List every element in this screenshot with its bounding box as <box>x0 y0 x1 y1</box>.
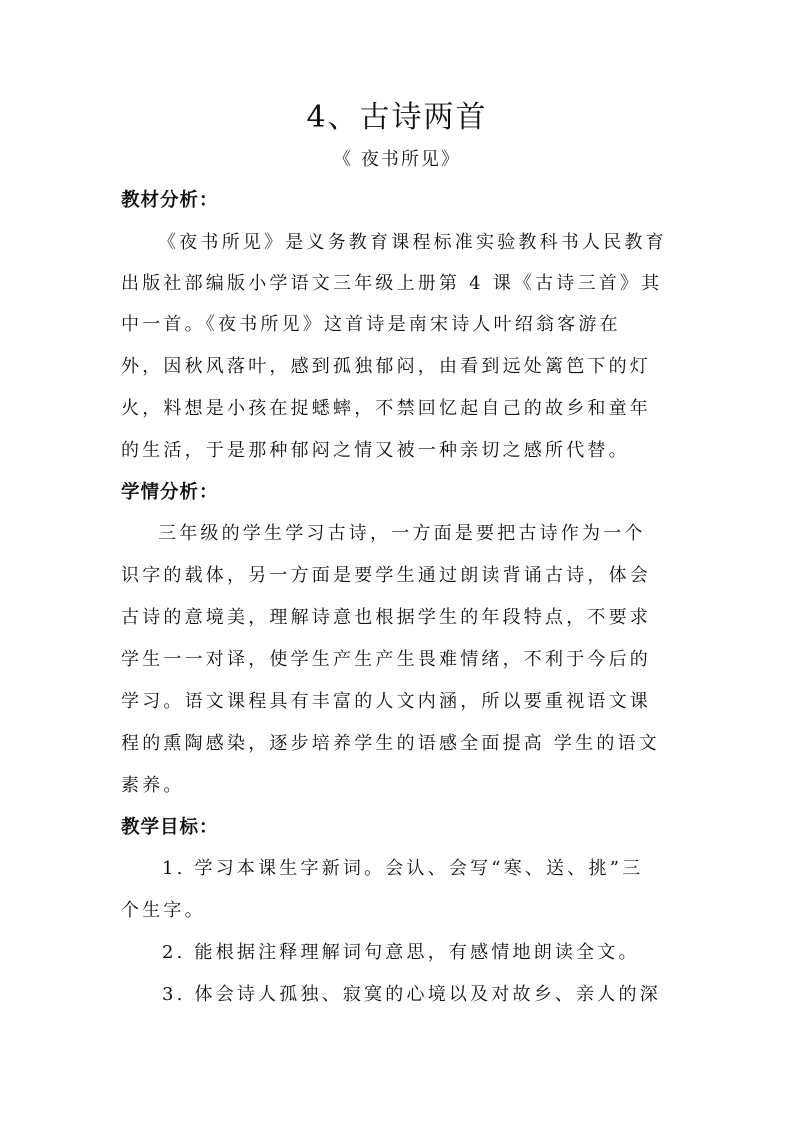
paragraph-line: 古诗的意境美，理解诗意也根据学生的年段特点，不要求 <box>121 607 651 628</box>
paragraph-line: 识字的载体，另一方面是要学生通过朗读背诵古诗，体会 <box>121 565 651 586</box>
section-heading-student-analysis: 学情分析： <box>121 482 219 503</box>
paragraph-line: 程的熏陶感染，逐步培养学生的语感全面提高 学生的语文 <box>121 733 660 754</box>
paragraph-line: 火，料想是小孩在捉蟋蟀，不禁回忆起自己的故乡和童年 <box>121 398 651 419</box>
paragraph-line: 学生一一对译，使学生产生产生畏难情绪，不利于今后的 <box>121 649 651 670</box>
paragraph-line: 的生活，于是那种郁闷之情又被一种亲切之感所代替。 <box>121 440 630 461</box>
paragraph-line: 出版社部编版小学语文三年级上册第 4 课《古诗三首》其 <box>121 273 663 294</box>
goal-item: 2. 能根据注释理解词句意思，有感情地朗读全文。 <box>162 942 640 963</box>
paragraph-line: 三年级的学生学习古诗，一方面是要把古诗作为一个 <box>158 523 646 544</box>
document-title: 4、古诗两首 <box>306 100 488 135</box>
paragraph-line: 中一首。《夜书所见》这首诗是南宋诗人叶绍翁客游在 <box>121 314 621 335</box>
paragraph-line: 《夜书所见》是义务教育课程标准实验教科书人民教育 <box>158 232 667 253</box>
paragraph-line: 外，因秋风落叶，感到孤独郁闷，由看到远处篱笆下的灯 <box>121 356 651 377</box>
paragraph-line: 学习。语文课程具有丰富的人文内涵，所以要重视语文课 <box>121 691 651 712</box>
paragraph-line: 素养。 <box>121 775 185 796</box>
section-heading-teaching-goals: 教学目标： <box>121 817 219 838</box>
goal-item: 3. 体会诗人孤独、寂寞的心境以及对故乡、亲人的深 <box>162 984 661 1005</box>
goal-item: 1. 学习本课生字新词。会认、会写“寒、送、挑”三 <box>162 858 644 879</box>
section-heading-textbook-analysis: 教材分析： <box>121 190 219 211</box>
document-subtitle: 《 夜书所见》 <box>333 149 461 170</box>
paragraph-line: 个生字。 <box>121 900 206 921</box>
